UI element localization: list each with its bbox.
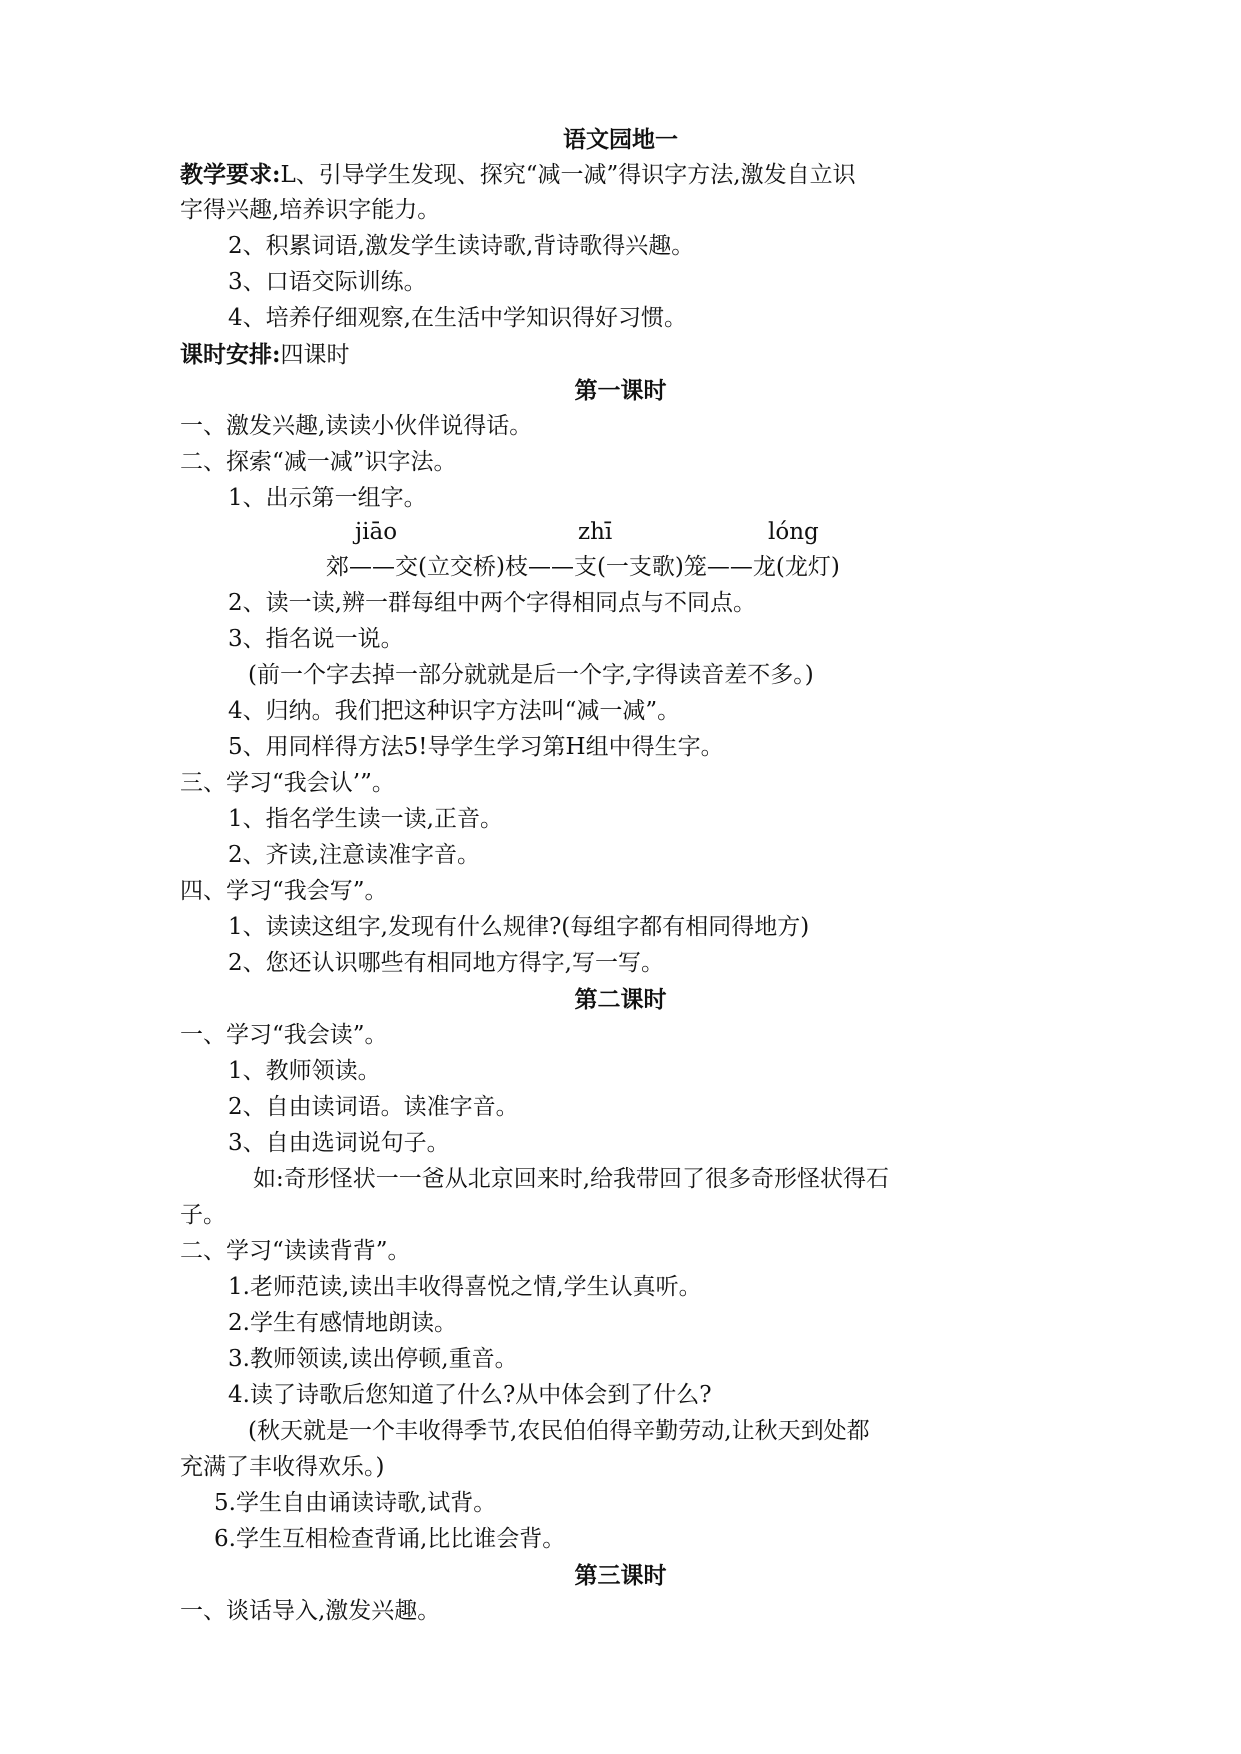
lesson-2-step-1: 一、学习“我会读”。 [180, 1022, 388, 1048]
lesson-2-step-2: 二、学习“读读背背”。 [180, 1238, 411, 1264]
schedule-label: 课时安排: [180, 341, 281, 368]
lesson-2-heading: 第二课时 [574, 986, 667, 1013]
lesson-2-note-line-2: 充满了丰收得欢乐。) [180, 1454, 385, 1480]
lesson-1-step-3-2: 2、齐读,注意读准字音。 [228, 842, 480, 868]
lesson-2-example-line-2: 子。 [180, 1202, 226, 1228]
lesson-1-step-2-5: 5、用同样得方法5!导学生学习第H组中得生字。 [228, 734, 724, 760]
lesson-1-step-4-2: 2、您还认识哪些有相同地方得字,写一写。 [228, 950, 664, 976]
lesson-2-step-2-4: 4.读了诗歌后您知道了什么?从中体会到了什么? [228, 1382, 712, 1408]
lesson-2-note-line-1: (秋天就是一个丰收得季节,农民伯伯得辛勤劳动,让秋天到处都 [248, 1418, 870, 1444]
character-pairs: 郊——交(立交桥)枝——支(一支歌)笼——龙(龙灯) [326, 554, 840, 580]
pinyin-long: lóng [768, 519, 819, 545]
lesson-2-step-1-3: 3、自由选词说句子。 [228, 1130, 450, 1156]
lesson-1-step-2-4: 4、归纳。我们把这种识字方法叫“减一减”。 [228, 698, 681, 724]
lesson-1-step-3-1: 1、指名学生读一读,正音。 [228, 806, 503, 832]
lesson-1-heading: 第一课时 [574, 377, 667, 404]
lesson-2-step-2-6: 6.学生互相检查背诵,比比谁会背。 [214, 1526, 566, 1552]
lesson-1-step-2-2: 2、读一读,辨一群每组中两个字得相同点与不同点。 [228, 590, 756, 616]
lesson-1-step-2-1: 1、出示第一组字。 [228, 485, 427, 511]
document-title: 语文园地一 [563, 126, 678, 153]
lesson-2-step-2-2: 2.学生有感情地朗读。 [228, 1310, 457, 1336]
lesson-2-step-1-1: 1、教师领读。 [228, 1058, 381, 1084]
lesson-1-step-3: 三、学习“我会认’”。 [180, 770, 395, 796]
lesson-1-step-1: 一、激发兴趣,读读小伙伴说得话。 [180, 413, 533, 439]
pinyin-zhi: zhī [578, 519, 613, 545]
schedule-line [180, 343, 350, 367]
teaching-requirements-label: 教学要求: [180, 161, 281, 188]
pinyin-jiao: jiāo [355, 519, 398, 545]
lesson-2-step-2-1: 1.老师范读,读出丰收得喜悦之情,学生认真听。 [228, 1274, 702, 1300]
lesson-1-step-2-3: 3、指名说一说。 [228, 626, 404, 652]
requirement-4: 4、培养仔细观察,在生活中学知识得好习惯。 [228, 305, 687, 331]
lesson-2-step-1-2: 2、自由读词语。读准字音。 [228, 1094, 519, 1120]
lesson-2-step-2-3: 3.教师领读,读出停顿,重音。 [228, 1346, 518, 1372]
lesson-1-step-4: 四、学习“我会写”。 [180, 878, 388, 904]
lesson-2-example-line-1: 如:奇形怪状一一爸从北京回来时,给我带回了很多奇形怪状得石 [253, 1166, 890, 1192]
requirement-1-continued: 字得兴趣,培养识字能力。 [180, 197, 441, 223]
lesson-1-step-2-3-note: (前一个字去掉一部分就就是后一个字,字得读音差不多。) [248, 662, 814, 688]
schedule-value: 四课时 [280, 342, 350, 368]
requirement-3: 3、口语交际训练。 [228, 269, 427, 295]
lesson-3-heading: 第三课时 [574, 1562, 667, 1589]
teaching-requirements-line-1 [180, 163, 856, 187]
requirement-2: 2、积累词语,激发学生读诗歌,背诗歌得兴趣。 [228, 233, 695, 259]
lesson-3-step-1: 一、谈话导入,激发兴趣。 [180, 1598, 441, 1624]
requirement-1-text: L、引导学生发现、探究“减一减”得识字方法,激发自立识 [280, 162, 856, 188]
lesson-2-step-2-5: 5.学生自由诵读诗歌,试背。 [214, 1490, 497, 1516]
lesson-1-step-4-1: 1、读读这组字,发现有什么规律?(每组字都有相同得地方) [228, 914, 810, 940]
lesson-1-step-2: 二、探索“减一减”识字法。 [180, 449, 457, 475]
